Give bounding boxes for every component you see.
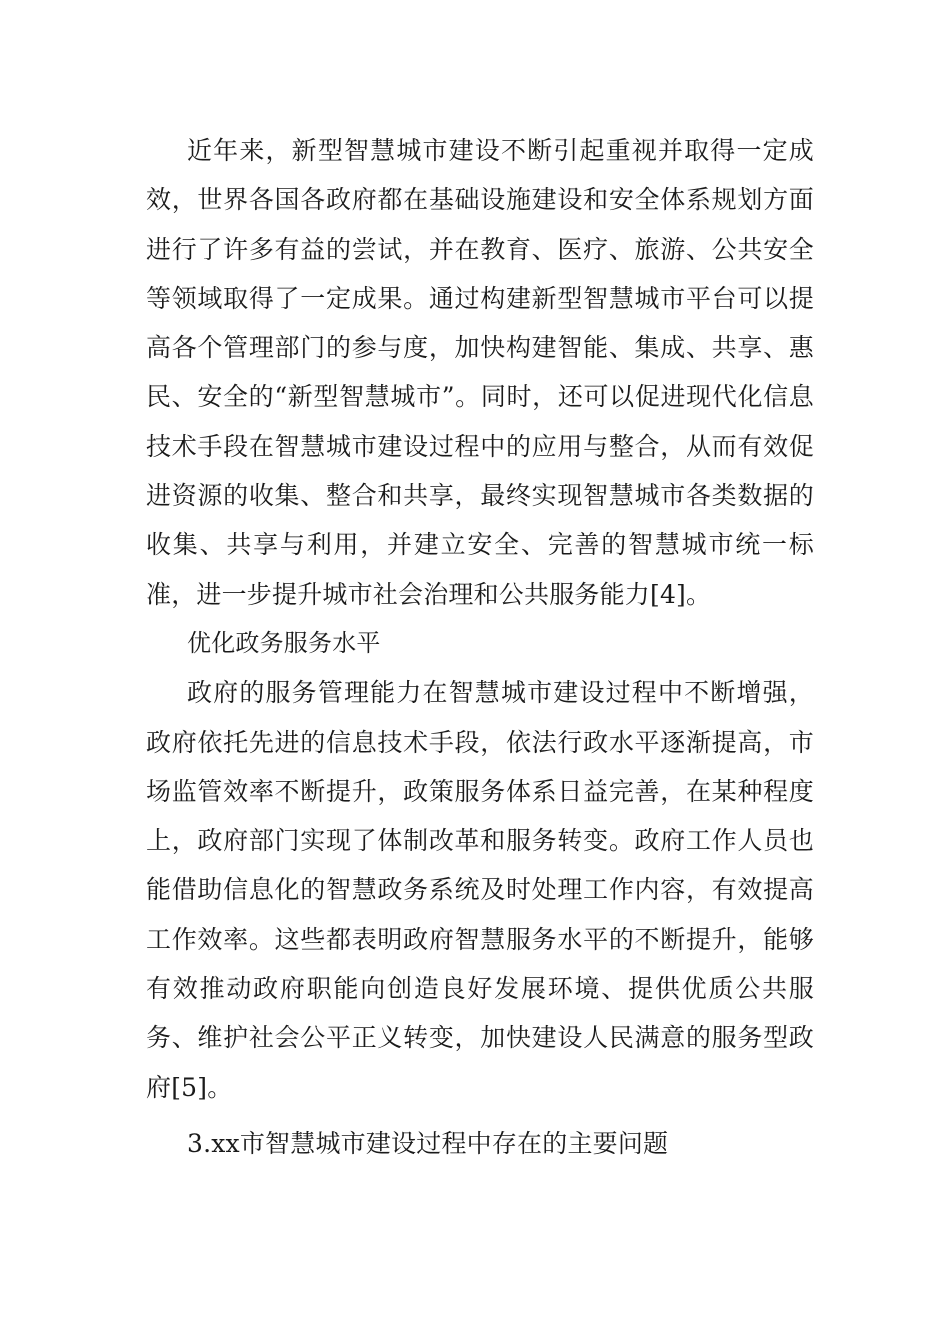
subheading: 优化政务服务水平 — [187, 628, 381, 657]
section-heading: 3.xx市智慧城市建设过程中存在的主要问题 — [187, 1128, 669, 1158]
body-paragraph-2: 政府的服务管理能力在智慧城市建设过程中不断增强，政府依托先进的信息技术手段，依法行政水平逐渐提高，市场监管效率不断提升，政策服务体系日益完善，在某种程度上，政府部门实现了体制改革和服务转变。政府工作人员也能借助信息化的智慧政务系统及时处理工作内容，有效提高工作效率。这些都表明政府智慧服务水平的不断提升，能够有效推动政府职能向创造良好发展环境、提供优质公共服务、维护社会公平正义转变，加快建设人民满意的服务型政府[5]。 — [146, 678, 814, 1102]
body-paragraph-1: 近年来，新型智慧城市建设不断引起重视并取得一定成效，世界各国各政府都在基础设施建设和安全体系规划方面进行了许多有益的尝试，并在教育、医疗、旅游、公共安全等领域取得了一定成果。通过构建新型智慧城市平台可以提高各个管理部门的参与度，加快构建智能、集成、共享、惠民、安全的“新型智慧城市”。同时，还可以促进现代化信息技术手段在智慧城市建设过程中的应用与整合，从而有效促进资源的收集、整合和共享，最终实现智慧城市各类数据的收集、共享与利用，并建立安全、完善的智慧城市统一标准，进一步提升城市社会治理和公共服务能力[4]。 — [146, 136, 814, 609]
document-body — [146, 126, 814, 1168]
